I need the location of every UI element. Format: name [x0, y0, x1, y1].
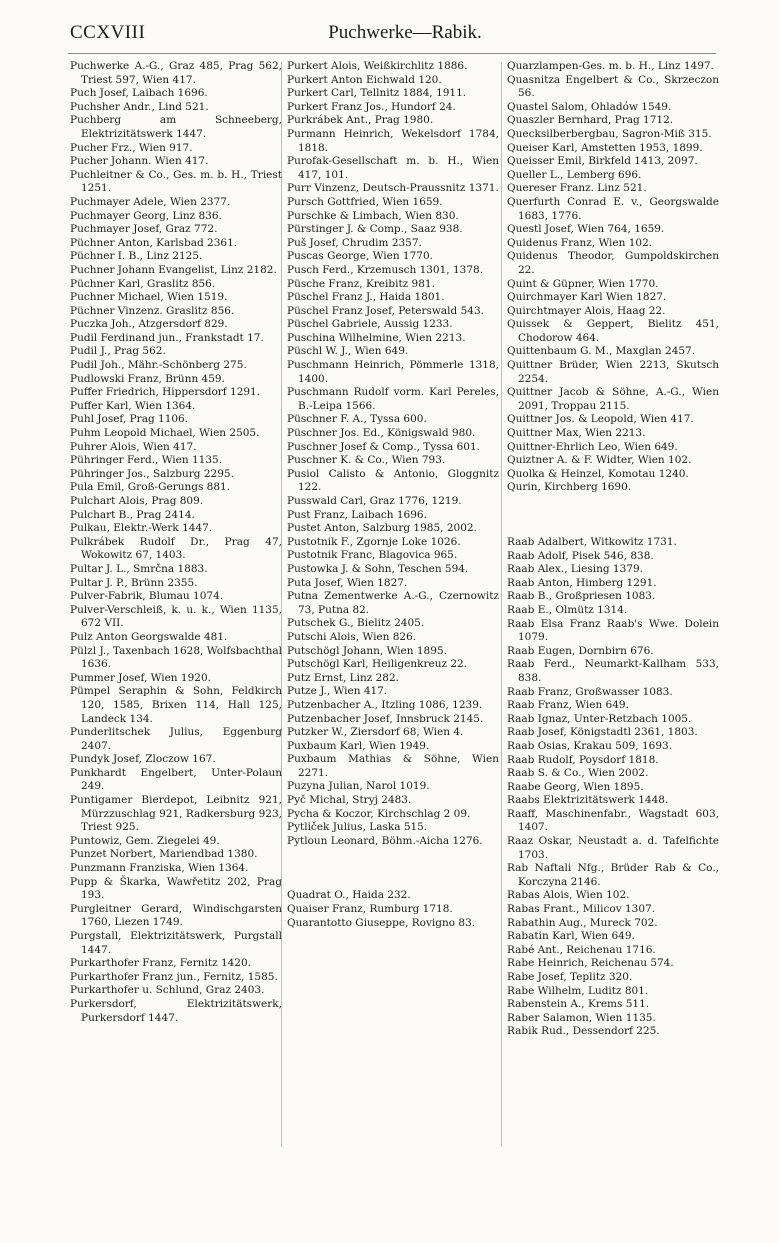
- directory-entry: Puchleitner & Co., Ges. m. b. H., Triest 1251.: [70, 168, 282, 195]
- directory-entry: Putzker W., Ziersdorf 68, Wien 4.: [287, 726, 464, 739]
- directory-entry: Querfurth Conrad E. v., Georgswalde 1683, 1776.: [507, 195, 719, 222]
- directory-entry: Quirchmayer Karl Wien 1827.: [507, 291, 667, 304]
- directory-entry: Puchwerke A.-G., Graz 485, Prag 562, Triest 597, Wien 417.: [70, 60, 282, 86]
- directory-entry: Pudlowski Franz, Brünn 459.: [70, 372, 225, 385]
- directory-entry: Queiser Karl, Amstetten 1953, 1899.: [507, 141, 703, 154]
- directory-entry: Putschi Alois, Wien 826.: [287, 630, 417, 643]
- directory-entry: Queller L., Lemberg 696.: [507, 168, 642, 181]
- directory-entry: Püchner Anton, Karlsbad 2361.: [70, 236, 238, 249]
- directory-entry: Rabathin Aug., Mureck 702.: [507, 916, 658, 929]
- directory-entry: Raab S. & Co., Wien 2002.: [507, 767, 649, 780]
- directory-entry: Raabe Georg, Wien 1895.: [507, 780, 644, 793]
- directory-entry: Quarantotto Giuseppe, Rovigno 83.: [287, 916, 476, 929]
- directory-entry: Puchner Michael, Wien 1519.: [70, 291, 228, 304]
- directory-entry: Quolka & Heinzel, Komotau 1240.: [507, 467, 689, 480]
- directory-column-2: [287, 60, 499, 930]
- directory-entry: Püschl W. J., Wien 649.: [287, 345, 409, 358]
- directory-entry: Purkarthofer Franz, Fernitz 1420.: [70, 957, 251, 970]
- directory-entry: Püchner Karl, Graslitz 856.: [70, 277, 216, 290]
- directory-entry: Pulchart Alois, Prag 809.: [70, 495, 204, 507]
- directory-entry: Quastel Salom, Ohladów 1549.: [507, 100, 672, 113]
- directory-entry: Raab Ignaz, Unter-Retzbach 1005.: [507, 712, 692, 725]
- directory-entry: Pusswald Carl, Graz 1776, 1219.: [287, 495, 462, 507]
- directory-entry: Pultar J. L., Smrčna 1883.: [70, 562, 208, 575]
- directory-entry: Quint & Güpner, Wien 1770.: [507, 277, 659, 290]
- directory-column-1: [70, 60, 282, 1025]
- directory-entry: Quittner-Ehrlich Leo, Wien 649.: [507, 440, 678, 453]
- directory-entry: Puchmayer Georg, Linz 836.: [70, 209, 222, 222]
- directory-entry: Pulz Anton Georgswalde 481.: [70, 630, 228, 643]
- directory-entry: Pust Franz, Laibach 1696.: [287, 508, 427, 521]
- directory-entry: Raab Adolf, Pisek 546, 838.: [507, 549, 654, 562]
- directory-column-3: [507, 60, 719, 1039]
- directory-entry: Raab Ferd., Neumarkt-Kallham 533, 838.: [507, 658, 719, 684]
- directory-entry: Purkrábek Ant., Prag 1980.: [287, 114, 434, 127]
- directory-entry: Pustotnik Franc, Blagovica 965.: [287, 549, 458, 562]
- directory-entry: Raaz Oskar, Neustadt a. d. Tafelfichte 1703.: [507, 835, 719, 861]
- directory-entry: Raab Adalbert, Witkowitz 1731.: [507, 536, 677, 548]
- directory-entry: Puffer Karl, Wien 1364.: [70, 399, 196, 412]
- directory-entry: Pusch Ferd., Krzemusch 1301, 1378.: [287, 263, 484, 276]
- directory-entry: Quasnitza Engelbert & Co., Skrzeczon 56.: [507, 73, 719, 100]
- header-rule: [68, 53, 716, 54]
- directory-entry: Putna Zementwerke A.-G., Czernowitz 73, Putna 82.: [287, 590, 499, 616]
- directory-entry: Puschina Wilhelmine, Wien 2213.: [287, 331, 466, 344]
- directory-entry: Raab Franz, Wien 649.: [507, 699, 629, 712]
- directory-entry: Püschner Jos. Ed., Königswald 980.: [287, 427, 476, 440]
- directory-entry: Püchner Vinzenz. Graslitz 856.: [70, 304, 235, 317]
- directory-entry: Raab Josef, Königstadtl 2361, 1803.: [507, 726, 698, 739]
- directory-entry: Pulkrábek Rudolf Dr., Prag 47, Wokowitz 67, 1403.: [70, 535, 282, 562]
- directory-entry: Purkert Alois, Weißkirchlitz 1886.: [287, 60, 468, 72]
- directory-entry: Raaff, Maschinenfabr., Wagstadt 603, 1407.: [507, 807, 719, 834]
- column-divider: [501, 62, 502, 1147]
- directory-entry: Purkert Anton Eichwald 120.: [287, 73, 442, 86]
- directory-entry: Raab Anton, Himberg 1291.: [507, 576, 657, 589]
- directory-entry: Rabik Rud., Dessendorf 225.: [507, 1025, 660, 1038]
- directory-entry: Rab Naftali Nfg., Brüder Rab & Co., Korczyna 2146.: [507, 862, 719, 888]
- directory-entry: Pyč Michal, Stryj 2483.: [287, 794, 412, 807]
- directory-entry: Putschögl Johann, Wien 1895.: [287, 644, 447, 657]
- directory-entry: Raab Alex., Liesing 1379.: [507, 563, 643, 576]
- directory-entry: Punkhardt Engelbert, Unter-Polaun 249.: [70, 766, 282, 793]
- directory-entry: Puscas George, Wien 1770.: [287, 250, 433, 263]
- directory-entry: Raber Salamon, Wien 1135.: [507, 1011, 656, 1024]
- directory-entry: Pustotnik F., Zgornje Loke 1026.: [287, 535, 461, 548]
- directory-entry: Rabe Josef, Teplitz 320.: [507, 971, 633, 983]
- section-gap: [507, 506, 719, 526]
- directory-entry: Pupp & Škarka, Wawřetitz 202, Prag 193.: [70, 875, 282, 902]
- directory-entry: Putschek G., Bielitz 2405.: [287, 617, 425, 630]
- directory-entry: Punzmann Franziska, Wien 1364.: [70, 862, 249, 875]
- directory-entry: Pulchart B., Prag 2414.: [70, 508, 195, 521]
- directory-entry: Punderlitschek Julius, Eggenburg 2407.: [70, 726, 282, 752]
- directory-entry: Raab E., Olmütz 1314.: [507, 603, 628, 616]
- directory-entry: Quadrat O., Haida 232.: [287, 889, 411, 902]
- directory-entry: Raab Osias, Krakau 509, 1693.: [507, 739, 673, 752]
- directory-entry: Puchmayer Josef, Graz 772.: [70, 223, 218, 236]
- directory-entry: Puta Josef, Wien 1827.: [287, 576, 408, 589]
- page-header: [70, 22, 710, 48]
- directory-entry: Puczka Joh., Atzgersdorf 829.: [70, 318, 228, 331]
- directory-entry: Pülzl J., Taxenbach 1628, Wolfsbachthal 1636.: [70, 644, 282, 671]
- directory-entry: Puschmann Heinrich, Pömmerle 1318, 1400.: [287, 359, 499, 385]
- directory-entry: Puchner Johann Evangelist, Linz 2182.: [70, 263, 277, 276]
- directory-entry: Pucher Johann. Wien 417.: [70, 155, 209, 168]
- directory-entry: Pulkau, Elektr.-Werk 1447.: [70, 522, 213, 535]
- directory-entry: Purgstall, Elektrizitätswerk, Purgstall 1447.: [70, 930, 282, 956]
- directory-entry: Quidenus Theodor, Gumpoldskirchen 22.: [507, 250, 719, 276]
- directory-entry: Quittenbaum G. M., Maxglan 2457.: [507, 345, 696, 358]
- directory-entry: Quittner Jos. & Leopold, Wien 417.: [507, 413, 694, 426]
- directory-entry: Puchberg am Schneeberg, Elektrizitätswerk 1447.: [70, 114, 282, 140]
- directory-entry: Purschke & Limbach, Wien 830.: [287, 209, 459, 222]
- directory-entry: Purkert Franz Jos., Hundorf 24.: [287, 100, 456, 113]
- directory-entry: Puschner Josef & Comp., Tyssa 601.: [287, 440, 480, 453]
- directory-entry: Rabenstein A., Krems 511.: [507, 998, 650, 1011]
- directory-entry: Putschögl Karl, Heiligenkreuz 22.: [287, 658, 468, 671]
- directory-entry: Quaszler Bernhard, Prag 1712.: [507, 114, 674, 127]
- directory-entry: Puschmann Rudolf vorm. Karl Pereles, B.-Leipa 1566.: [287, 386, 499, 412]
- directory-entry: Pümpel Seraphin & Sohn, Feldkirch 120, 1585, Brixen 114, Hall 125, Landeck 134.: [70, 685, 282, 725]
- directory-entry: Pühringer Ferd., Wien 1135.: [70, 454, 223, 467]
- directory-entry: Puzyna Julian, Narol 1019.: [287, 780, 430, 793]
- directory-entry: Püschel Gabriele, Aussig 1233.: [287, 318, 453, 331]
- section-gap: [287, 859, 499, 879]
- directory-entry: Puntigamer Bierdepot, Leibnitz 921, Mürzzuschlag 921, Radkersburg 923, Triest 925.: [70, 794, 282, 834]
- directory-entry: Purkarthofer Franz jun., Fernitz, 1585.: [70, 970, 278, 983]
- directory-entry: Pürstinger J. & Comp., Saaz 938.: [287, 223, 463, 236]
- directory-entry: Pundyk Josef, Zloczow 167.: [70, 753, 216, 766]
- directory-entry: Raab Rudolf, Poysdorf 1818.: [507, 753, 659, 766]
- directory-entry: Puschner K. & Co., Wien 793.: [287, 454, 446, 467]
- directory-entry: Pula Emil, Groß-Gerungs 881.: [70, 481, 231, 494]
- directory-entry: Rabe Wilhelm, Luditz 801.: [507, 984, 649, 997]
- directory-entry: Püschel Franz Josef, Peterswald 543.: [287, 304, 484, 317]
- directory-entry: Raab Franz, Großwasser 1083.: [507, 685, 673, 698]
- directory-entry: Pummer Josef, Wien 1920.: [70, 671, 211, 684]
- directory-entry: Rabatin Karl, Wien 649.: [507, 930, 635, 943]
- directory-entry: Pucher Frz., Wien 917.: [70, 141, 193, 154]
- directory-entry: Qurin, Kirchberg 1690.: [507, 481, 632, 494]
- directory-entry: Pudil J., Prag 562.: [70, 345, 166, 358]
- directory-entry: Pulver-Fabrik, Blumau 1074.: [70, 590, 224, 603]
- directory-entry: Pursch Gottfried, Wien 1659.: [287, 195, 443, 208]
- directory-entry: Puchsher Andr., Lind 521.: [70, 100, 209, 113]
- directory-entry: Pultar J. P., Brünn 2355.: [70, 576, 198, 589]
- directory-entry: Püschel Franz J., Haida 1801.: [287, 291, 445, 304]
- directory-entry: Purkersdorf, Elektrizitätswerk, Purkersdorf 1447.: [70, 997, 282, 1024]
- directory-entry: Putze J., Wien 417.: [287, 685, 388, 698]
- directory-entry: Pusiol Calisto & Antonio, Gloggnitz 122.: [287, 467, 499, 494]
- directory-entry: Puntowiz, Gem. Ziegelei 49.: [70, 834, 220, 847]
- directory-entry: Puffer Friedrich, Hippersdorf 1291.: [70, 386, 261, 399]
- directory-entry: Pudil Joh., Mähr.-Schönberg 275.: [70, 359, 247, 372]
- directory-entry: Raab Eugen, Dornbirn 676.: [507, 644, 654, 657]
- directory-entry: Raab Elsa Franz Raab's Wwe. Dolein 1079.: [507, 617, 719, 644]
- directory-entry: Pustowka J. & Sohn, Teschen 594.: [287, 562, 469, 575]
- directory-entry: Puhm Leopold Michael, Wien 2505.: [70, 427, 260, 440]
- directory-entry: Quiztner A. & F. Widter, Wien 102.: [507, 454, 692, 467]
- directory-entry: Quirchtmayer Alois, Haag 22.: [507, 304, 666, 317]
- directory-entry: Quaiser Franz, Rumburg 1718.: [287, 903, 453, 916]
- directory-entry: Quidenus Franz, Wien 102.: [507, 236, 653, 249]
- directory-entry: Rabé Ant., Reichenau 1716.: [507, 943, 656, 956]
- directory-entry: Puxbaum Karl, Wien 1949.: [287, 739, 430, 752]
- directory-entry: Puch Josef, Laibach 1696.: [70, 87, 208, 100]
- directory-entry: Putzenbacher Josef, Innsbruck 2145.: [287, 712, 484, 725]
- directory-entry: Rabas Frant., Milicov 1307.: [507, 903, 656, 916]
- directory-entry: Püsche Franz, Kreibitz 981.: [287, 277, 435, 290]
- directory-entry: Purgleitner Gerard, Windischgarsten 1760, Liezen 1749.: [70, 902, 282, 929]
- directory-entry: Quittner Brüder, Wien 2213, Skutsch 2254.: [507, 359, 719, 385]
- directory-entry: Puš Josef, Chrudim 2357.: [287, 236, 422, 249]
- directory-entry: Punzet Norbert, Mariendbad 1380.: [70, 848, 258, 861]
- directory-entry: Pycha & Koczor, Kirchschlag 2 09.: [287, 807, 471, 820]
- directory-entry: Purkarthofer u. Schlund, Graz 2403.: [70, 984, 265, 997]
- directory-entry: Purofak-Gesellschaft m. b. H., Wien 417, 101.: [287, 155, 499, 181]
- directory-entry: Pytliček Julius, Laska 515.: [287, 821, 428, 834]
- directory-entry: Raabs Elektrizitätswerk 1448.: [507, 794, 669, 807]
- directory-entry: Pudil Ferdinand jun., Frankstadt 17.: [70, 331, 264, 344]
- directory-entry: Pustet Anton, Salzburg 1985, 2002.: [287, 522, 477, 535]
- directory-entry: Raab B., Großpriesen 1083.: [507, 590, 656, 603]
- directory-entry: Rabe Heinrich, Reichenau 574.: [507, 957, 674, 970]
- directory-entry: Püschner F. A., Tyssa 600.: [287, 413, 427, 426]
- directory-entry: Pulver-Verschleiß, k. u. k., Wien 1135, 672 VII.: [70, 603, 282, 630]
- directory-entry: Quereser Franz. Linz 521.: [507, 182, 647, 195]
- directory-entry: Quarzlampen-Ges. m. b. H., Linz 1497.: [507, 60, 714, 72]
- directory-entry: Quittner Jacob & Söhne, A.-G., Wien 2091, Troppau 2115.: [507, 386, 719, 412]
- directory-entry: Quissek & Geppert, Bielitz 451, Chodorow 464.: [507, 318, 719, 344]
- directory-entry: Puhl Josef, Prag 1106.: [70, 413, 189, 426]
- directory-entry: Putz Ernst, Linz 282.: [287, 671, 399, 684]
- running-head: Puchwerke—Rabik.: [328, 22, 482, 43]
- directory-entry: Purr Vinzenz, Deutsch-Praussnitz 1371.: [287, 182, 499, 195]
- directory-entry: Pytloun Leonard, Böhm.-Aicha 1276.: [287, 834, 483, 847]
- directory-entry: Quecksilberbergbau, Sagron-Miß 315.: [507, 127, 712, 140]
- directory-entry: Puxbaum Mathias & Söhne, Wien 2271.: [287, 753, 499, 779]
- directory-entry: Putzenbacher A., Itzling 1086, 1239.: [287, 698, 483, 711]
- page-number: CCXVIII: [70, 22, 146, 43]
- directory-entry: Rabas Alois, Wien 102.: [507, 889, 630, 902]
- directory-entry: Quittner Max, Wien 2213.: [507, 427, 646, 440]
- directory-entry: Püchner I. B., Linz 2125.: [70, 250, 203, 263]
- directory-entry: Queisser Emil, Birkfeld 1413, 2097.: [507, 155, 698, 168]
- directory-entry: Pühringer Jos., Salzburg 2295.: [70, 467, 234, 480]
- directory-entry: Questl Josef, Wien 764, 1659.: [507, 223, 665, 236]
- directory-entry: Puhrer Alois, Wien 417.: [70, 440, 197, 453]
- directory-entry: Purkert Carl, Tellnitz 1884, 1911.: [287, 87, 467, 100]
- directory-entry: Purmann Heinrich, Wekelsdorf 1784, 1818.: [287, 127, 499, 154]
- directory-entry: Puchmayer Adele, Wien 2377.: [70, 195, 231, 208]
